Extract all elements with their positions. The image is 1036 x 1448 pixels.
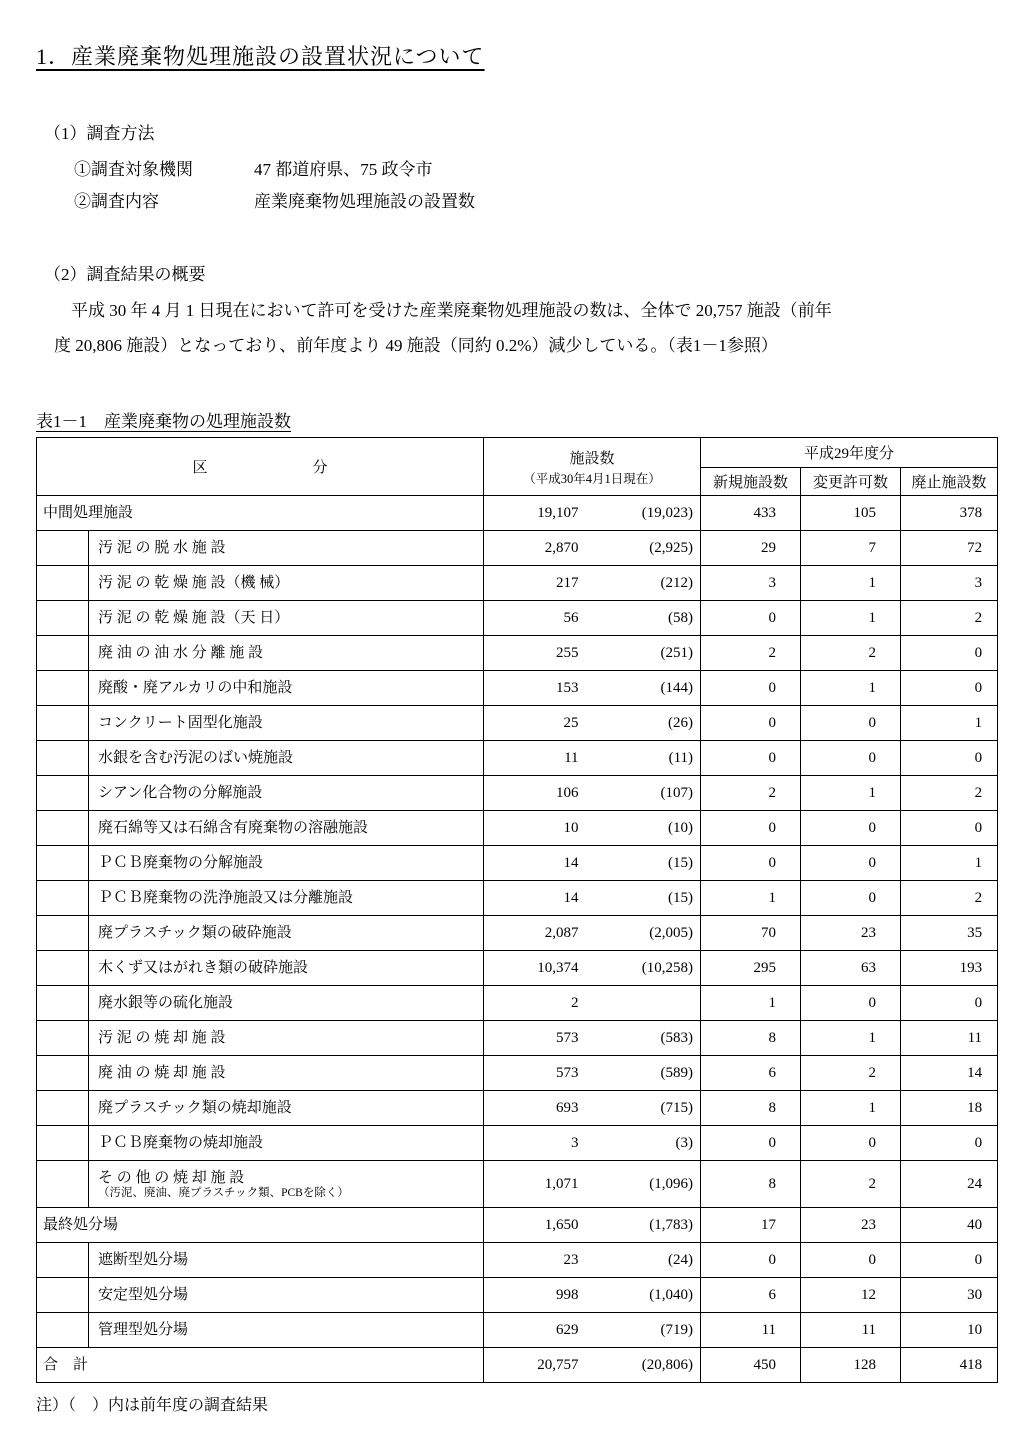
abolished-facilities-cell: 11 — [901, 1021, 998, 1056]
abolished-facilities-cell: 40 — [901, 1208, 998, 1243]
facility-row-sub — [37, 811, 998, 846]
change-permits-cell: 23 — [801, 1208, 901, 1243]
header-facility-count-line2: （平成30年4月1日現在） — [523, 471, 661, 486]
abolished-facilities-cell: 2 — [901, 881, 998, 916]
category-name-cell — [89, 1021, 484, 1056]
new-facilities-cell: 8 — [701, 1161, 801, 1208]
facility-count-cell: 2,870 — [484, 531, 589, 566]
category-name-cell — [89, 706, 484, 741]
category-name-cell — [89, 1056, 484, 1091]
facility-row-sub — [37, 951, 998, 986]
facility-count-cell: 573 — [484, 1056, 589, 1091]
new-facilities-cell: 0 — [701, 846, 801, 881]
indent-cell — [37, 531, 89, 566]
previous-year-count-cell: (715) — [589, 1091, 701, 1126]
survey-result-paragraph — [54, 293, 1004, 363]
new-facilities-cell: 0 — [701, 671, 801, 706]
change-permits-cell: 7 — [801, 531, 901, 566]
facility-row-sub — [37, 601, 998, 636]
abolished-facilities-cell: 0 — [901, 1243, 998, 1278]
previous-year-count-cell: (251) — [589, 636, 701, 671]
category-name-cell — [89, 1126, 484, 1161]
category-name-cell — [89, 881, 484, 916]
facility-table — [36, 437, 998, 1383]
category-name-cell — [89, 531, 484, 566]
facility-count-cell: 56 — [484, 601, 589, 636]
facility-count-cell: 14 — [484, 846, 589, 881]
facility-count-cell: 255 — [484, 636, 589, 671]
previous-year-count-cell: (583) — [589, 1021, 701, 1056]
new-facilities-cell: 1 — [701, 986, 801, 1021]
change-permits-cell: 0 — [801, 811, 901, 846]
change-permits-cell: 11 — [801, 1313, 901, 1348]
table-caption: 表1－1 産業廃棄物の処理施設数 — [36, 412, 291, 431]
indent-cell — [37, 951, 89, 986]
category-name: そ の 他 の 焼 却 施 設 — [98, 1169, 245, 1186]
facility-row-main — [37, 1348, 998, 1383]
abolished-facilities-cell: 378 — [901, 496, 998, 531]
category-name-note: （汚泥、廃油、廃プラスチック類、PCBを除く） — [98, 1186, 349, 1199]
category-name: コンクリート固型化施設 — [98, 715, 263, 731]
category-name: 汚 泥 の 乾 燥 施 設（天 日） — [98, 610, 290, 626]
section-survey-method — [36, 119, 999, 218]
indent-cell — [37, 916, 89, 951]
category-name-cell — [89, 1161, 484, 1208]
new-facilities-cell: 2 — [701, 636, 801, 671]
abolished-facilities-cell: 2 — [901, 776, 998, 811]
category-name: シアン化合物の分解施設 — [98, 785, 263, 801]
facility-row-sub — [37, 776, 998, 811]
category-name-cell — [89, 671, 484, 706]
change-permits-cell: 0 — [801, 706, 901, 741]
indent-cell — [37, 741, 89, 776]
indent-cell — [37, 846, 89, 881]
new-facilities-cell: 295 — [701, 951, 801, 986]
category-name-cell — [89, 1243, 484, 1278]
new-facilities-cell: 8 — [701, 1021, 801, 1056]
abolished-facilities-cell: 1 — [901, 846, 998, 881]
change-permits-cell: 1 — [801, 601, 901, 636]
change-permits-cell: 63 — [801, 951, 901, 986]
indent-cell — [37, 1313, 89, 1348]
new-facilities-cell: 0 — [701, 1126, 801, 1161]
facility-row-sub — [37, 566, 998, 601]
facility-row-sub — [37, 1313, 998, 1348]
facility-row-sub — [37, 1243, 998, 1278]
header-new-facilities: 新規施設数 — [701, 467, 801, 496]
abolished-facilities-cell: 193 — [901, 951, 998, 986]
survey-content-row — [74, 186, 999, 218]
category-name: ＰＣＢ廃棄物の焼却施設 — [98, 1135, 264, 1151]
indent-cell — [37, 881, 89, 916]
new-facilities-cell: 1 — [701, 881, 801, 916]
indent-cell — [37, 601, 89, 636]
facility-count-cell: 998 — [484, 1278, 589, 1313]
header-abolished-facilities: 廃止施設数 — [901, 467, 998, 496]
category-name: 管理型処分場 — [98, 1322, 189, 1338]
previous-year-count-cell: (10) — [589, 811, 701, 846]
facility-row-sub — [37, 986, 998, 1021]
facility-count-cell: 19,107 — [484, 496, 589, 531]
abolished-facilities-cell: 1 — [901, 706, 998, 741]
facility-count-cell: 2,087 — [484, 916, 589, 951]
previous-year-count-cell: (107) — [589, 776, 701, 811]
change-permits-cell: 0 — [801, 741, 901, 776]
indent-cell — [37, 1126, 89, 1161]
category-name: 廃プラスチック類の破砕施設 — [98, 925, 292, 941]
previous-year-count-cell: (2,005) — [589, 916, 701, 951]
facility-count-cell: 10,374 — [484, 951, 589, 986]
category-name-cell — [89, 601, 484, 636]
survey-target-label: ①調査対象機関 — [74, 160, 193, 179]
new-facilities-cell: 2 — [701, 776, 801, 811]
new-facilities-cell: 3 — [701, 566, 801, 601]
facility-count-cell: 1,650 — [484, 1208, 589, 1243]
header-row-1 — [37, 438, 998, 468]
facility-count-cell: 693 — [484, 1091, 589, 1126]
facility-count-cell: 217 — [484, 566, 589, 601]
category-name-cell — [89, 986, 484, 1021]
category-name: 廃 油 の 油 水 分 離 施 設 — [98, 645, 264, 661]
survey-target-row — [74, 154, 999, 186]
facility-count-cell: 20,757 — [484, 1348, 589, 1383]
abolished-facilities-cell: 35 — [901, 916, 998, 951]
previous-year-count-cell: (15) — [589, 881, 701, 916]
header-category: 区 分 — [37, 438, 484, 496]
new-facilities-cell: 70 — [701, 916, 801, 951]
new-facilities-cell: 17 — [701, 1208, 801, 1243]
facility-row-sub — [37, 706, 998, 741]
facility-count-cell: 106 — [484, 776, 589, 811]
header-change-permits: 変更許可数 — [801, 467, 901, 496]
previous-year-count-cell: (719) — [589, 1313, 701, 1348]
abolished-facilities-cell: 14 — [901, 1056, 998, 1091]
category-name: 安定型処分場 — [98, 1287, 189, 1303]
category-name: 汚 泥 の 脱 水 施 設 — [98, 540, 226, 556]
new-facilities-cell: 450 — [701, 1348, 801, 1383]
new-facilities-cell: 8 — [701, 1091, 801, 1126]
category-name: 廃 油 の 焼 却 施 設 — [98, 1065, 226, 1081]
facility-table-head — [37, 438, 998, 496]
previous-year-count-cell: (3) — [589, 1126, 701, 1161]
previous-year-count-cell: (26) — [589, 706, 701, 741]
change-permits-cell: 2 — [801, 1161, 901, 1208]
category-name: 汚 泥 の 乾 燥 施 設（機 械） — [98, 575, 290, 591]
indent-cell — [37, 1056, 89, 1091]
previous-year-count-cell: (10,258) — [589, 951, 701, 986]
facility-count-cell: 1,071 — [484, 1161, 589, 1208]
category-name: 遮断型処分場 — [98, 1252, 189, 1268]
facility-row-sub — [37, 636, 998, 671]
category-name: 水銀を含む汚泥のばい焼施設 — [98, 750, 294, 766]
category-name-cell — [89, 741, 484, 776]
previous-year-count-cell: (589) — [589, 1056, 701, 1091]
category-name-cell — [89, 636, 484, 671]
facility-count-cell: 629 — [484, 1313, 589, 1348]
category-name-cell — [37, 496, 484, 531]
category-name: 合 計 — [43, 1357, 89, 1373]
indent-cell — [37, 1278, 89, 1313]
category-name-cell — [89, 1091, 484, 1126]
abolished-facilities-cell: 24 — [901, 1161, 998, 1208]
facility-count-cell: 14 — [484, 881, 589, 916]
category-name: ＰＣＢ廃棄物の分解施設 — [98, 855, 264, 871]
abolished-facilities-cell: 10 — [901, 1313, 998, 1348]
facility-row-sub — [37, 531, 998, 566]
facility-row-sub — [37, 741, 998, 776]
category-name: 汚 泥 の 焼 却 施 設 — [98, 1030, 226, 1046]
facility-row-sub — [37, 1161, 998, 1208]
category-name-cell — [89, 811, 484, 846]
survey-result-heading: （2）調査結果の概要 — [44, 265, 206, 284]
facility-count-cell: 3 — [484, 1126, 589, 1161]
change-permits-cell: 0 — [801, 881, 901, 916]
facility-count-cell: 153 — [484, 671, 589, 706]
abolished-facilities-cell: 0 — [901, 741, 998, 776]
facility-row-sub — [37, 881, 998, 916]
indent-cell — [37, 1243, 89, 1278]
abolished-facilities-cell: 3 — [901, 566, 998, 601]
survey-target-value: 47 都道府県、75 政令市 — [254, 160, 433, 179]
new-facilities-cell: 6 — [701, 1056, 801, 1091]
facility-count-cell: 25 — [484, 706, 589, 741]
category-name: 中間処理施設 — [43, 505, 134, 521]
category-name: 廃水銀等の硫化施設 — [98, 995, 234, 1011]
change-permits-cell: 2 — [801, 1056, 901, 1091]
category-name-cell — [37, 1208, 484, 1243]
indent-cell — [37, 706, 89, 741]
indent-cell — [37, 1091, 89, 1126]
indent-cell — [37, 811, 89, 846]
survey-content-label: ②調査内容 — [74, 192, 159, 211]
indent-cell — [37, 1021, 89, 1056]
new-facilities-cell: 29 — [701, 531, 801, 566]
previous-year-count-cell — [589, 986, 701, 1021]
previous-year-count-cell: (144) — [589, 671, 701, 706]
abolished-facilities-cell: 30 — [901, 1278, 998, 1313]
abolished-facilities-cell: 2 — [901, 601, 998, 636]
new-facilities-cell: 0 — [701, 811, 801, 846]
category-name-cell — [89, 1313, 484, 1348]
facility-row-sub — [37, 1091, 998, 1126]
survey-method-heading: （1）調査方法 — [44, 124, 155, 143]
category-name-cell — [89, 776, 484, 811]
new-facilities-cell: 433 — [701, 496, 801, 531]
change-permits-cell: 105 — [801, 496, 901, 531]
change-permits-cell: 1 — [801, 1021, 901, 1056]
previous-year-count-cell: (1,096) — [589, 1161, 701, 1208]
category-name: 最終処分場 — [43, 1217, 119, 1233]
change-permits-cell: 0 — [801, 846, 901, 881]
change-permits-cell: 1 — [801, 1091, 901, 1126]
facility-count-cell: 23 — [484, 1243, 589, 1278]
facility-row-sub — [37, 671, 998, 706]
category-name-cell — [89, 916, 484, 951]
abolished-facilities-cell: 0 — [901, 811, 998, 846]
change-permits-cell: 2 — [801, 636, 901, 671]
new-facilities-cell: 6 — [701, 1278, 801, 1313]
previous-year-count-cell: (58) — [589, 601, 701, 636]
new-facilities-cell: 11 — [701, 1313, 801, 1348]
change-permits-cell: 1 — [801, 776, 901, 811]
abolished-facilities-cell: 0 — [901, 1126, 998, 1161]
category-name: 廃酸・廃アルカリの中和施設 — [98, 680, 293, 696]
category-name-cell — [89, 846, 484, 881]
indent-cell — [37, 566, 89, 601]
new-facilities-cell: 0 — [701, 706, 801, 741]
abolished-facilities-cell: 418 — [901, 1348, 998, 1383]
previous-year-count-cell: (11) — [589, 741, 701, 776]
previous-year-count-cell: (212) — [589, 566, 701, 601]
previous-year-count-cell: (15) — [589, 846, 701, 881]
facility-row-main — [37, 1208, 998, 1243]
category-name-cell — [89, 951, 484, 986]
facility-table-body — [37, 496, 998, 1383]
indent-cell — [37, 636, 89, 671]
change-permits-cell: 1 — [801, 566, 901, 601]
facility-count-cell: 573 — [484, 1021, 589, 1056]
previous-year-count-cell: (20,806) — [589, 1348, 701, 1383]
previous-year-count-cell: (19,023) — [589, 496, 701, 531]
category-name: ＰＣＢ廃棄物の洗浄施設又は分離施設 — [98, 890, 354, 906]
new-facilities-cell: 0 — [701, 1243, 801, 1278]
change-permits-cell: 12 — [801, 1278, 901, 1313]
header-facility-count — [484, 438, 701, 496]
new-facilities-cell: 0 — [701, 741, 801, 776]
new-facilities-cell: 0 — [701, 601, 801, 636]
change-permits-cell: 128 — [801, 1348, 901, 1383]
indent-cell — [37, 986, 89, 1021]
facility-count-cell: 10 — [484, 811, 589, 846]
facility-row-sub — [37, 1278, 998, 1313]
previous-year-count-cell: (1,040) — [589, 1278, 701, 1313]
abolished-facilities-cell: 72 — [901, 531, 998, 566]
paragraph-line-2: 度 20,806 施設）となっており、前年度より 49 施設（同約 0.2%）減少している。（表1－1参照） — [54, 336, 778, 355]
category-name: 廃石綿等又は石綿含有廃棄物の溶融施設 — [98, 820, 369, 836]
facility-row-sub — [37, 1126, 998, 1161]
previous-year-count-cell: (1,783) — [589, 1208, 701, 1243]
abolished-facilities-cell: 0 — [901, 636, 998, 671]
category-name: 廃プラスチック類の焼却施設 — [98, 1100, 292, 1116]
previous-year-count-cell: (2,925) — [589, 531, 701, 566]
change-permits-cell: 0 — [801, 1126, 901, 1161]
category-name-cell — [89, 1278, 484, 1313]
header-h29-group: 平成29年度分 — [701, 438, 998, 468]
survey-method-items — [74, 154, 999, 218]
page-title: 1．産業廃棄物処理施設の設置状況について — [36, 44, 485, 69]
change-permits-cell: 0 — [801, 986, 901, 1021]
previous-year-count-cell: (24) — [589, 1243, 701, 1278]
category-name-cell — [37, 1348, 484, 1383]
facility-row-sub — [37, 916, 998, 951]
facility-count-cell: 2 — [484, 986, 589, 1021]
abolished-facilities-cell: 0 — [901, 671, 998, 706]
table-note: 注）（ ）内は前年度の調査結果 — [36, 1397, 269, 1414]
facility-row-main — [37, 496, 998, 531]
section-survey-result — [36, 260, 999, 363]
change-permits-cell: 0 — [801, 1243, 901, 1278]
change-permits-cell: 23 — [801, 916, 901, 951]
paragraph-line-1: 平成 30 年 4 月 1 日現在において許可を受けた産業廃棄物処理施設の数は、全体で 20,757 施設（前年 — [71, 301, 832, 320]
abolished-facilities-cell: 18 — [901, 1091, 998, 1126]
facility-row-sub — [37, 1021, 998, 1056]
change-permits-cell: 1 — [801, 671, 901, 706]
abolished-facilities-cell: 0 — [901, 986, 998, 1021]
category-name: 木くず又はがれき類の破砕施設 — [98, 960, 309, 976]
category-name-cell — [89, 566, 484, 601]
indent-cell — [37, 776, 89, 811]
indent-cell — [37, 671, 89, 706]
survey-content-value: 産業廃棄物処理施設の設置数 — [254, 192, 475, 211]
header-facility-count-line1: 施設数 — [569, 450, 615, 467]
facility-row-sub — [37, 846, 998, 881]
indent-cell — [37, 1161, 89, 1208]
facility-count-cell: 11 — [484, 741, 589, 776]
facility-row-sub — [37, 1056, 998, 1091]
